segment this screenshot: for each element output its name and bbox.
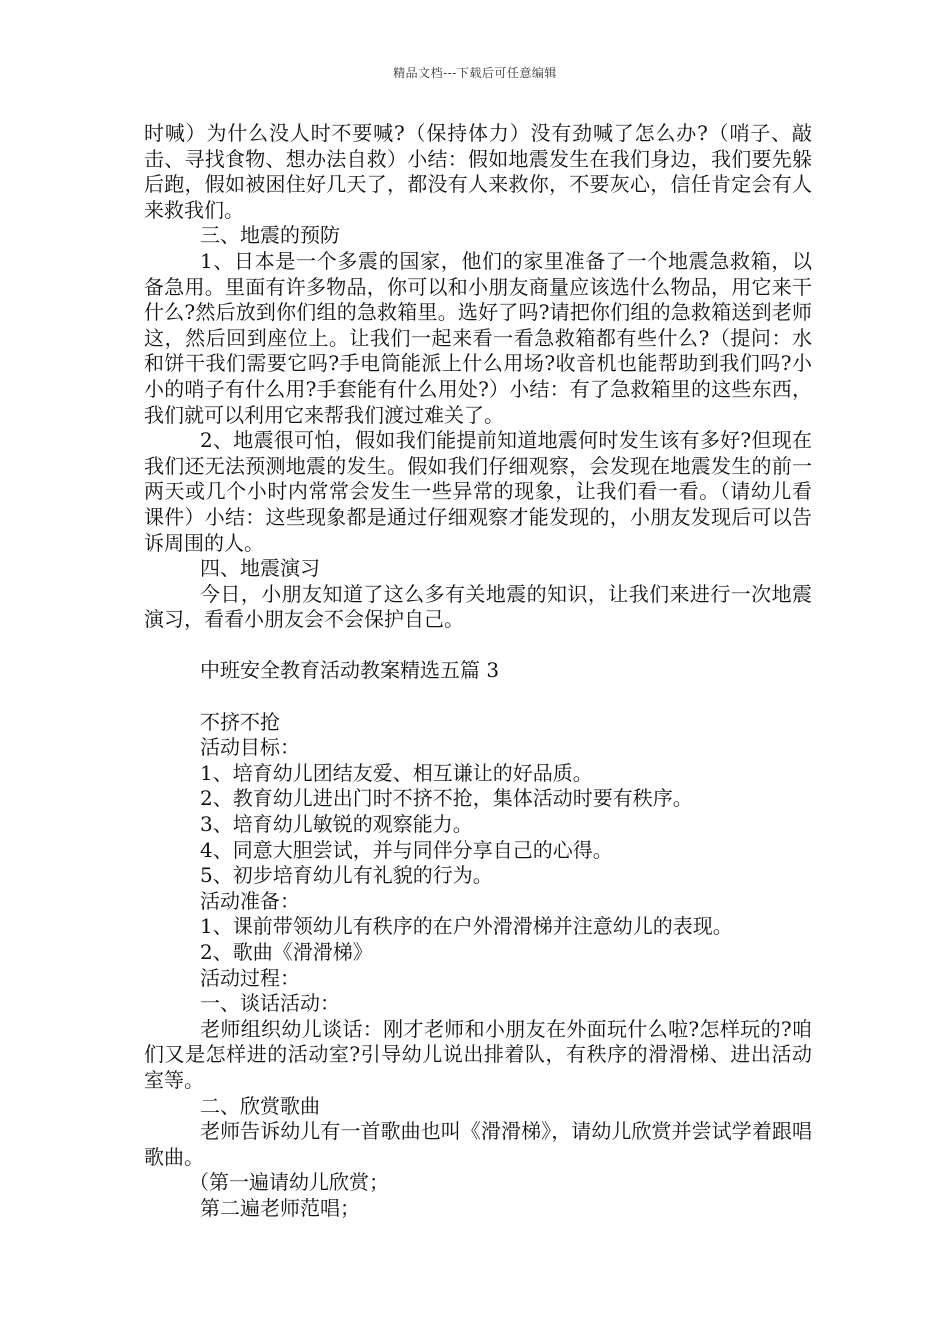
paragraph: 三、地震的预防 <box>200 223 340 248</box>
paragraph: 1、课前带领幼儿有秩序的在户外滑滑梯并注意幼儿的表现。 <box>200 914 733 939</box>
paragraph: 2、地震很可怕，假如我们能提前知道地震何时发生该有多好?但现在我们还无法预测地震的发生。假如我们仔细观察，会发现在地震发生的前一两天或几个小时内常常会发生一些异常的现象，让我们看一看。（请幼儿看课件）小结：这些现象都是通过仔细观察才能发现的，小朋友发现后可以告诉周围的人。 <box>144 428 812 555</box>
paragraph: 二、欣赏歌曲 <box>200 1093 320 1118</box>
paragraph: 2、歌曲《滑滑梯》 <box>200 940 373 964</box>
paragraph: 今日，小朋友知道了这么多有关地震的知识，让我们来进行一次地震演习，看看小朋友会不会保护自己。 <box>144 581 812 632</box>
paragraph: 一、谈话活动： <box>200 991 340 1016</box>
paragraph: 4、同意大胆尝试，并与同伴分享自己的心得。 <box>200 837 613 862</box>
paragraph: 时喊）为什么没人时不要喊?（保持体力）没有劲喊了怎么办?（哨子、敲击、寻找食物、想办法自救）小结：假如地震发生在我们身边，我们要先躲后跑，假如被困住好几天了，都没有人来救你，不要灰心，信任肯定会有人来救我们。 <box>144 121 812 222</box>
paragraph: 活动目标： <box>200 735 300 760</box>
paragraph: 老师组织幼儿谈话：刚才老师和小朋友在外面玩什么啦?怎样玩的?咱们又是怎样进的活动室?引导幼儿说出排着队，有秩序的滑滑梯、进出活动室等。 <box>144 1016 812 1092</box>
paragraph: 第二遍老师范唱； <box>200 1195 360 1220</box>
paragraph: 不挤不抢 <box>200 709 280 734</box>
paragraph: 四、地震演习 <box>200 556 320 581</box>
paragraph: 2、教育幼儿进出门时不挤不抢，集体活动时要有秩序。 <box>200 786 693 811</box>
paragraph: 1、培育幼儿团结友爱、相互谦让的好品质。 <box>200 760 593 785</box>
paragraph: 3、培育幼儿敏锐的观察能力。 <box>200 812 473 837</box>
paragraph: 活动准备： <box>200 888 300 913</box>
paragraph: 老师告诉幼儿有一首歌曲也叫《滑滑梯》，请幼儿欣赏并尝试学着跟唱歌曲。 <box>144 1119 812 1169</box>
document-body <box>144 121 812 1222</box>
paragraph-gap <box>144 684 812 710</box>
paragraph-gap <box>144 633 812 659</box>
paragraph: 5、初步培育幼儿有礼貌的行为。 <box>200 863 493 888</box>
paragraph: 中班安全教育活动教案精选五篇 3 <box>200 658 500 683</box>
page-header: 精品文档---下载后可任意编辑 <box>393 66 557 80</box>
paragraph: 活动过程： <box>200 965 300 990</box>
paragraph: （第一遍请幼儿欣赏； <box>189 1170 389 1195</box>
paragraph: 1、日本是一个多震的国家，他们的家里准备了一个地震急救箱，以备急用。里面有许多物品，你可以和小朋友商量应该选什么物品，用它来干什么?然后放到你们组的急救箱里。选好了吗?请把你们组的急救箱送到老师这，然后回到座位上。让我们一起来看一看急救箱都有些什么?（提问：水和饼干我们需要它吗?手电筒能派上什么用场?收音机也能帮助到我们吗?小小的哨子有什么用?手套能有什么用处?）小结：有了急救箱里的这些东西，我们就可以利用它来帮我们渡过难关了。 <box>144 248 812 427</box>
